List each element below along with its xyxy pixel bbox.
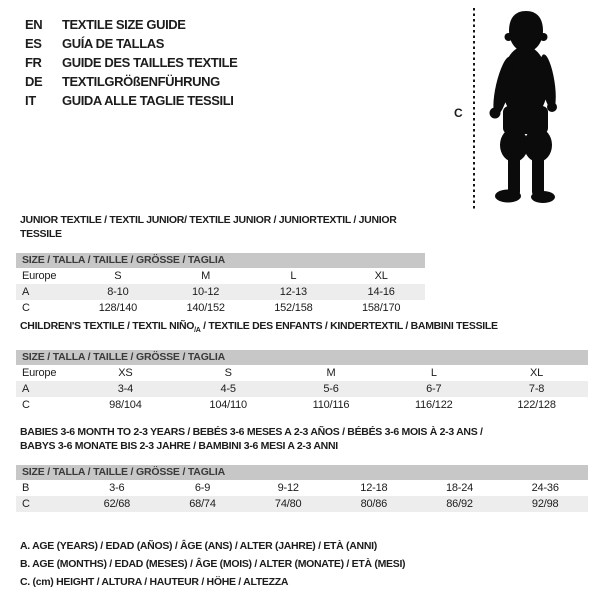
table-cell: 8-10 xyxy=(107,286,129,298)
table-row xyxy=(16,365,588,381)
title-text: BABYS 3-6 MONATE BIS 2-3 JAHRE / BAMBINI 3-6 MESI A 2-3 ANNI xyxy=(20,439,338,452)
table-row xyxy=(16,397,588,413)
legend-line-age-years: A. AGE (YEARS) / EDAD (AÑOS) / ÂGE (ANS) / ALTER (JAHRE) / ETÀ (ANNI) xyxy=(20,540,377,552)
table-cell: 12-18 xyxy=(360,482,388,494)
language-row xyxy=(25,72,237,91)
table-cell: 7-8 xyxy=(528,382,545,395)
language-title: GUIDA ALLE TAGLIE TESSILI xyxy=(62,93,234,108)
legend xyxy=(20,537,405,591)
table-cell: XS xyxy=(118,366,133,379)
table-cell: L xyxy=(430,366,437,379)
table-cell: 80/86 xyxy=(360,498,388,510)
title-text: /A xyxy=(194,327,201,335)
title-text: JUNIOR TEXTILE / TEXTIL JUNIOR/ TEXTILE JUNIOR / JUNIORTEXTIL / JUNIOR TESSILE xyxy=(20,214,397,240)
table-cell: 3-4 xyxy=(117,382,134,395)
section-babies-textile xyxy=(16,426,588,512)
table-cell: 74/80 xyxy=(274,498,302,510)
size-table xyxy=(16,350,588,413)
table-cell: 12-13 xyxy=(279,286,307,298)
language-list xyxy=(25,15,237,110)
table-cell: 122/128 xyxy=(517,398,556,411)
table-cell: 6-9 xyxy=(194,482,211,494)
row-label: C xyxy=(22,302,30,314)
baby-silhouette-icon xyxy=(482,8,570,206)
table-cell: 5-6 xyxy=(323,382,339,395)
table-title xyxy=(16,320,588,338)
table-cell: 158/170 xyxy=(361,302,401,314)
language-code: EN xyxy=(25,17,43,32)
language-title: TEXTILGRÖßENFÜHRUNG xyxy=(62,74,220,89)
table-row xyxy=(16,496,588,512)
table-cell: XL xyxy=(530,366,544,379)
language-title: GUIDE DES TAILLES TEXTILE xyxy=(62,55,238,70)
language-title: GUÍA DE TALLAS xyxy=(62,36,165,51)
table-cell: 9-12 xyxy=(277,482,299,494)
size-table xyxy=(16,465,588,512)
table-cell: L xyxy=(290,270,297,282)
table-cell: 92/98 xyxy=(531,498,559,510)
table-body xyxy=(16,268,425,316)
row-label: Europe xyxy=(22,270,57,282)
language-code: FR xyxy=(25,55,42,70)
table-cell: 14-16 xyxy=(367,286,395,298)
table-cell: 3-6 xyxy=(109,482,125,494)
table-row xyxy=(16,381,588,397)
legend-line-height: C. (cm) HEIGHT / ALTURA / HAUTEUR / HÖHE / ALTEZZA xyxy=(20,576,289,588)
language-code: DE xyxy=(25,74,43,89)
table-body xyxy=(16,480,588,512)
table-cell: 6-7 xyxy=(426,382,442,395)
table-title xyxy=(16,426,588,453)
legend-line-age-months: B. AGE (MONTHS) / EDAD (MESES) / ÂGE (MOIS) / ALTER (MONATE) / ETÀ (MESI) xyxy=(20,558,406,570)
language-row xyxy=(25,53,237,72)
height-label: C xyxy=(454,106,463,120)
title-text: CHILDREN'S TEXTILE / TEXTIL NIÑO xyxy=(20,320,195,332)
table-cell: 68/74 xyxy=(189,498,216,510)
title-text: BABIES 3-6 MONTH TO 2-3 YEARS / BEBÉS 3-6 MESES A 2-3 AÑOS / BÉBÉS 3-6 MOIS À 2-3 ANS / xyxy=(20,426,483,438)
size-header-bar: SIZE / TALLA / TAILLE / GRÖSSE / TAGLIA xyxy=(16,253,425,268)
table-cell: 110/116 xyxy=(312,398,350,411)
table-cell: 10-12 xyxy=(192,286,220,298)
height-figure xyxy=(452,6,582,211)
table-cell: XL xyxy=(374,270,388,282)
language-code: IT xyxy=(25,93,36,108)
section-childrens-textile xyxy=(16,320,588,413)
row-label: A xyxy=(22,382,30,395)
table-body xyxy=(16,365,588,413)
table-cell: 18-24 xyxy=(445,482,474,494)
row-label: C xyxy=(22,498,30,510)
table-title xyxy=(16,214,425,241)
height-measure-line xyxy=(473,8,475,210)
table-cell: 128/140 xyxy=(98,302,138,314)
language-title: TEXTILE SIZE GUIDE xyxy=(62,17,186,32)
table-row xyxy=(16,284,425,300)
table-cell: 116/122 xyxy=(415,398,453,411)
size-table xyxy=(16,253,425,316)
table-cell: 98/104 xyxy=(109,398,142,411)
table-row xyxy=(16,480,588,496)
table-cell: M xyxy=(326,366,336,379)
row-label: B xyxy=(22,482,30,494)
row-label: C xyxy=(22,398,30,411)
table-cell: 62/68 xyxy=(103,498,131,510)
table-row xyxy=(16,300,425,316)
table-row xyxy=(16,268,425,284)
language-row xyxy=(25,91,237,110)
table-title-line xyxy=(20,426,588,440)
language-row xyxy=(25,15,237,34)
table-cell: S xyxy=(114,270,122,282)
size-header-bar: SIZE / TALLA / TAILLE / GRÖSSE / TAGLIA xyxy=(16,465,588,480)
table-title-line xyxy=(20,214,425,241)
table-cell: S xyxy=(224,366,232,379)
language-code: ES xyxy=(25,36,42,51)
table-cell: 4-5 xyxy=(220,382,236,395)
table-title-line xyxy=(20,440,588,454)
size-header-bar: SIZE / TALLA / TAILLE / GRÖSSE / TAGLIA xyxy=(16,350,588,365)
table-cell: 104/110 xyxy=(209,398,247,411)
title-text: / TEXTILE DES ENFANTS / KINDERTEXTIL / BAMBINI TESSILE xyxy=(200,320,498,332)
table-cell: 86/92 xyxy=(446,498,473,510)
table-cell: 24-36 xyxy=(531,482,559,494)
row-label: A xyxy=(22,286,30,298)
table-cell: 152/158 xyxy=(274,302,313,314)
table-cell: M xyxy=(201,270,211,282)
row-label: Europe xyxy=(22,366,57,379)
language-row xyxy=(25,34,237,53)
section-junior-textile xyxy=(16,214,425,316)
table-title-line xyxy=(20,320,588,338)
table-cell: 140/152 xyxy=(186,302,225,314)
